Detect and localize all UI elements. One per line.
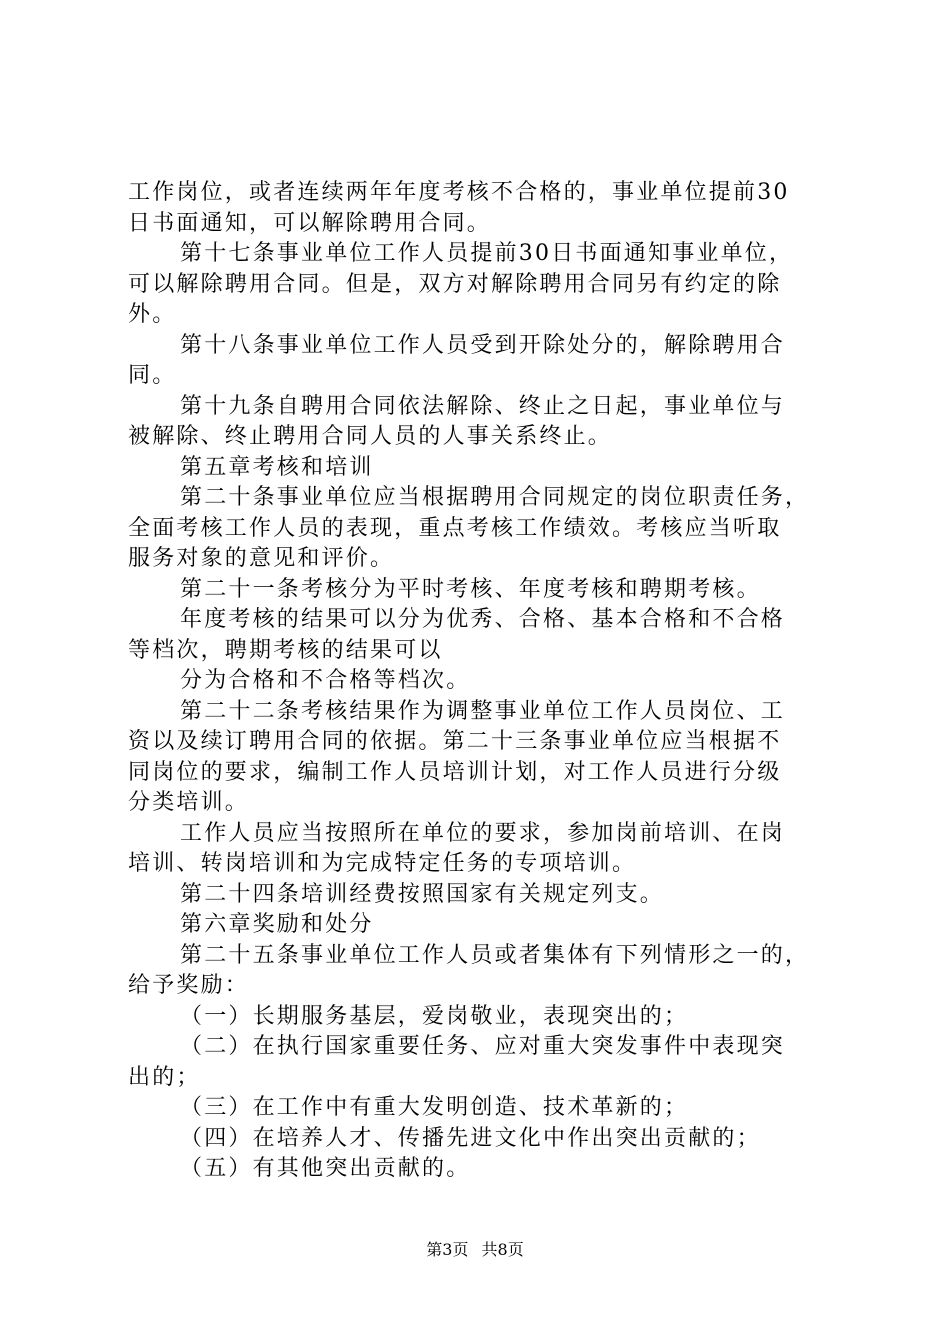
text-line: 可以解除聘用合同。但是，双方对解除聘用合同另有约定的除 <box>128 271 782 297</box>
text-line: 培训、转岗培训和为完成特定任务的专项培训。 <box>128 851 637 876</box>
text-line: 第十九条自聘用合同依法解除、终止之日起，事业单位与 <box>180 393 786 419</box>
text-line: 等档次，聘期考核的结果可以 <box>128 637 443 663</box>
text-line: 第二十条事业单位应当根据聘用合同规定的岗位职责任务， <box>180 485 810 510</box>
text-line: 第六章奖励和处分 <box>180 912 374 937</box>
text-line: 工作岗位，或者连续两年年度考核不合格的，事业单位提前30 <box>128 180 790 205</box>
text-line: 同。 <box>128 363 177 388</box>
text-line: 第二十一条考核分为平时考核、年度考核和聘期考核。 <box>180 576 761 602</box>
text-line: （三）在工作中有重大发明创造、技术革新的； <box>180 1095 689 1120</box>
text-line: 服务对象的意见和评价。 <box>128 546 395 571</box>
text-line: 出的； <box>128 1064 201 1090</box>
text-line: 分为合格和不合格等档次。 <box>180 668 471 693</box>
text-line: 分类培训。 <box>128 790 250 815</box>
document-body <box>128 178 838 1185</box>
page-number-current: 第3页 <box>426 1240 469 1259</box>
text-line: 第十七条事业单位工作人员提前30日书面通知事业单位， <box>180 241 794 266</box>
text-line: （一）长期服务基层，爱岗敬业，表现突出的； <box>180 1003 689 1029</box>
text-line: 第五章考核和培训 <box>180 454 374 480</box>
text-line: 给予奖励： <box>128 973 250 998</box>
text-line: 同岗位的要求，编制工作人员培训计划，对工作人员进行分级 <box>128 759 782 785</box>
text-line: 第二十二条考核结果作为调整事业单位工作人员岗位、工 <box>180 698 786 724</box>
text-line: 年度考核的结果可以分为优秀、合格、基本合格和不合格 <box>180 607 786 632</box>
text-line: 工作人员应当按照所在单位的要求，参加岗前培训、在岗 <box>180 820 786 846</box>
text-line: 被解除、终止聘用合同人员的人事关系终止。 <box>128 424 613 449</box>
text-line: （五）有其他突出贡献的。 <box>180 1156 471 1181</box>
text-line: （四）在培养人才、传播先进文化中作出突出贡献的； <box>180 1125 761 1151</box>
text-line: 第二十四条培训经费按照国家有关规定列支。 <box>180 881 665 907</box>
text-line: 外。 <box>128 302 177 327</box>
text-line: 第二十五条事业单位工作人员或者集体有下列情形之一的， <box>180 942 810 968</box>
text-line: 全面考核工作人员的表现，重点考核工作绩效。考核应当听取 <box>128 515 782 541</box>
page-number-total: 共8页 <box>481 1240 524 1259</box>
page-footer <box>0 1240 950 1260</box>
text-line: 日书面通知，可以解除聘用合同。 <box>128 210 492 236</box>
text-line: 资以及续订聘用合同的依据。第二十三条事业单位应当根据不 <box>128 729 782 754</box>
text-line: （二）在执行国家重要任务、应对重大突发事件中表现突 <box>180 1034 786 1059</box>
text-line: 第十八条事业单位工作人员受到开除处分的，解除聘用合 <box>180 332 786 358</box>
